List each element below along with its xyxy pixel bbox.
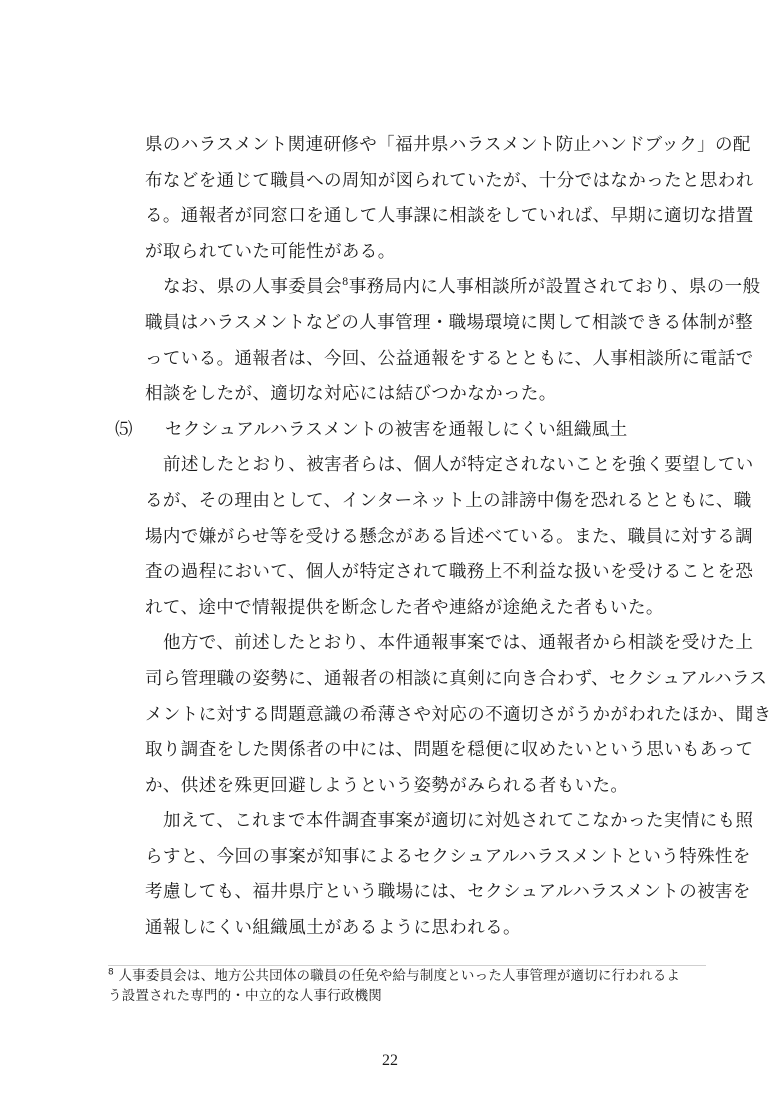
text-line: 考慮しても、福井県庁という職場には、セクシュアルハラスメントの被害を <box>145 882 751 903</box>
text-line <box>145 270 761 306</box>
text-run: 事務局内に人事相談所が設置されており、県の一般 <box>348 277 761 298</box>
text-line: 布などを通じて職員への周知が図られていたが、十分ではなかったと思われ <box>145 170 754 191</box>
text-line: か、供述を殊更回避しようという姿勢がみられる者もいた。 <box>145 775 629 796</box>
text-line: 場内で嫌がらせ等を受ける懸念がある旨述べている。また、職員に対する調 <box>145 526 754 547</box>
text-line: 査の過程において、個人が特定されて職務上不利益な扱いを受けることを恐 <box>145 562 754 583</box>
text-line: 取り調査をした関係者の中には、問題を穏便に収めたいという思いもあって <box>145 740 754 761</box>
paragraph-4 <box>145 626 772 804</box>
footnote-text: 人事委員会は、地方公共団体の職員の任免や給与制度といった人事管理が適切に行われるよ <box>118 968 681 984</box>
text-line: 加えて、これまで本件調査事案が適切に対処されてこなかった実情にも照 <box>163 811 754 832</box>
text-line: 司ら管理職の姿勢に、通報者の相談に真剣に向き合わず、セクシュアルハラス <box>145 668 768 689</box>
footnote-marker: 8 <box>108 967 114 978</box>
text-line: 前述したとおり、被害者らは、個人が特定されないことを強く要望してい <box>163 455 754 476</box>
text-line: メントに対する問題意識の希薄さや対応の不適切さがうかがわれたほか、聞き <box>145 704 772 725</box>
text-line: れて、途中で情報提供を断念した者や連絡が途絶えた者もいた。 <box>145 597 664 618</box>
text-line: る。通報者が同窓口を通して人事課に相談をしていれば、早期に適切な措置 <box>145 206 754 227</box>
section-title: セクシュアルハラスメントの被害を通報しにくい組織風土 <box>165 419 628 440</box>
text-line: 相談をしたが、適切な対応には結びつかなかった。 <box>145 384 557 405</box>
text-line: っている。通報者は、今回、公益通報をするとともに、人事相談所に電話で <box>145 348 754 369</box>
text-line: るが、その理由として、インターネット上の誹謗中傷を恐れるとともに、職 <box>145 490 752 511</box>
main-text <box>115 128 772 947</box>
paragraph-2 <box>145 270 761 412</box>
footnote-line <box>108 966 708 986</box>
text-line: 通報しにくい組織風土があるように思われる。 <box>145 918 521 939</box>
section-number: ⑸ <box>115 419 133 440</box>
paragraph-1 <box>145 128 754 270</box>
text-line: らすと、今回の事案が知事によるセクシュアルハラスメントという特殊性を <box>145 846 751 867</box>
text-run: なお、県の人事委員会 <box>163 277 342 298</box>
text-line: 他方で、前述したとおり、本件通報事案では、通報者から相談を受けた上 <box>163 633 754 654</box>
paragraph-5 <box>145 804 754 946</box>
text-line: が取られていた可能性がある。 <box>145 241 396 262</box>
text-line: 県のハラスメント関連研修や「福井県ハラスメント防止ハンドブック」の配 <box>145 135 751 155</box>
page-number: 22 <box>382 1052 398 1069</box>
footnote-line: う設置された専門的・中立的な人事行政機関 <box>108 988 382 1004</box>
footnote <box>108 966 708 1006</box>
footnote-reference[interactable]: 8 <box>342 277 349 289</box>
text-line: 職員はハラスメントなどの人事管理・職場環境に関して相談できる体制が整 <box>145 312 754 333</box>
paragraph-3 <box>145 448 754 626</box>
section-heading <box>115 413 705 449</box>
